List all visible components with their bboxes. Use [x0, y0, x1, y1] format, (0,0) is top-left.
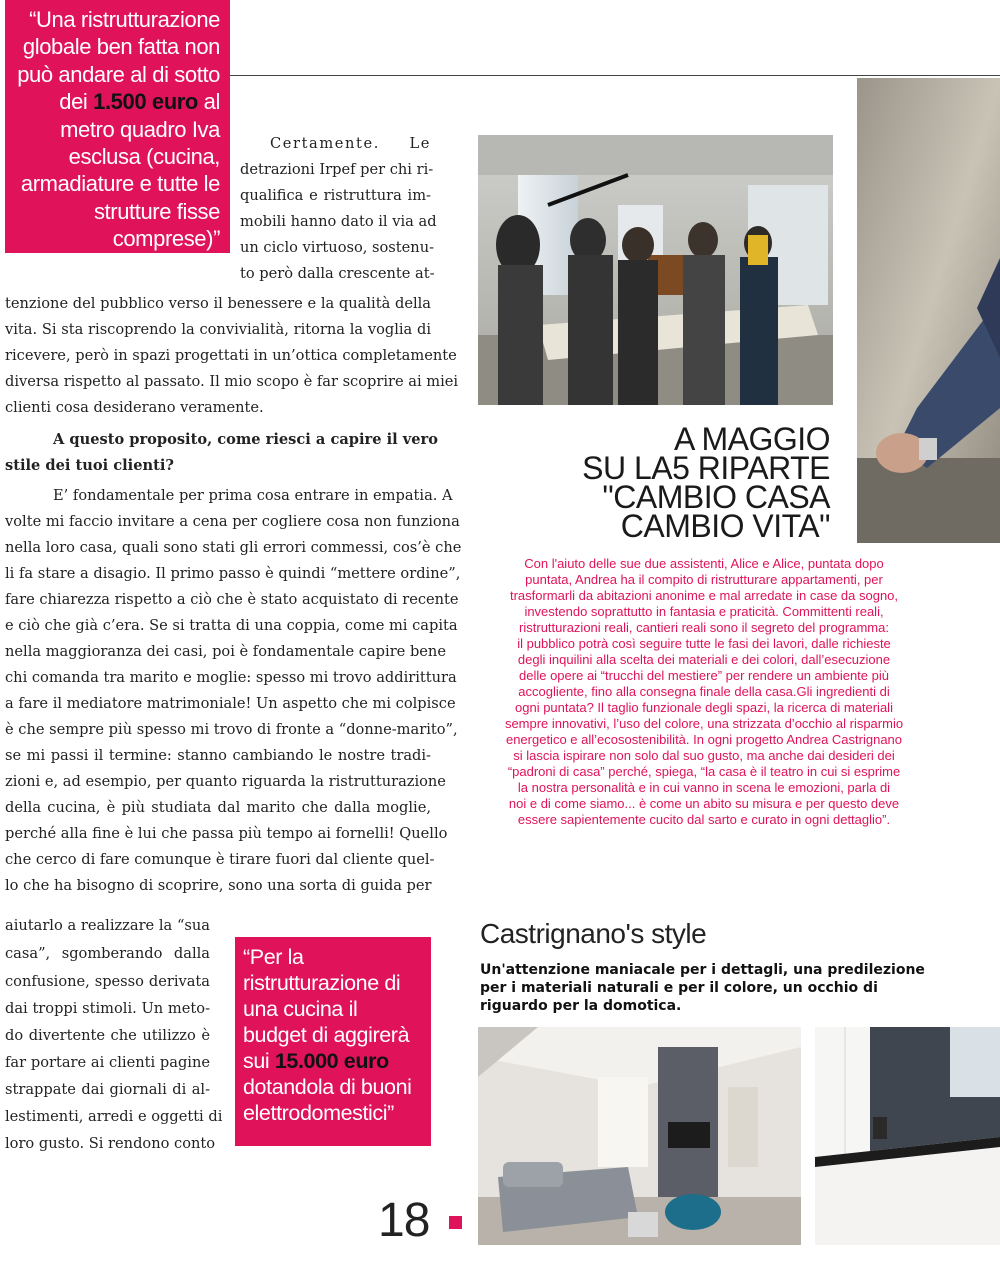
kitchen-photo [815, 1027, 1000, 1245]
body-line: zioni e, ad esempio, per quanto riguarda la ristrutturazione [5, 773, 446, 790]
body-line: della cucina, è più studiata dal marito che dalla moglie, [5, 799, 431, 816]
body-line: un ciclo virtuoso, sostenu- [240, 239, 435, 256]
body-line: chi comanda tra marito e moglie: spesso mi trovo addirittura [5, 669, 457, 686]
body-line: casa”, sgomberando dalla [5, 945, 210, 962]
body-line: è che sempre più spesso mi trovo di fronte a “donne-marito”, [5, 721, 458, 738]
question-line: stile dei tuoi clienti? [5, 457, 174, 474]
description-line: essere sapientemente cucito dal sarto e curato in ogni dettaglio”. [517, 812, 891, 827]
pull-quote-2: “Per la ristrutturazione di una cucina il budget di aggirerà sui 15.000 euro dotandola di buoni elettrodomestici” [235, 937, 431, 1146]
body-line: nella maggioranza dei casi, poi è fondamentale capire bene [5, 643, 446, 660]
description-line: ristrutturazioni reali, cantieri reali sono il segreto del programma: [519, 620, 889, 635]
body-line: to però dalla crescente at- [240, 265, 435, 282]
description-line: investendo soprattutto in fantasia e praticità. Committenti reali, [524, 604, 884, 619]
body-line: far portare ai clienti pagine [5, 1054, 210, 1071]
body-line: mobili hanno dato il via ad [240, 213, 437, 230]
subtitle-line: riguardo per la domotica. [480, 998, 682, 1014]
pull-quote-2-highlight: 15.000 euro [274, 1049, 389, 1073]
headline-line: "CAMBIO CASA [602, 479, 830, 515]
body-line: lo che ha bisogno di scoprire, sono una sorta di guida per [5, 877, 432, 894]
description-line: accogliente, fino alla consegna finale della casa.Gli ingredienti di [518, 684, 890, 699]
description-line: sempre innovativi, l’uso del colore, una strizzata d’occhio al risparmio [504, 716, 904, 731]
subtitle-line: per i materiali naturali e per il colore, un occhio di [480, 980, 878, 996]
description-line: degli inquilini alla scelta dei materiali e dei colori, dall’esecuzione [517, 652, 891, 667]
description-line: la nostra personalità e in cui vanno in scena le emozioni, parla di [517, 780, 891, 795]
body-line: nella loro casa, quali sono stati gli errori commessi, cos’è che [5, 539, 462, 556]
page-number: 18 [378, 1194, 430, 1247]
description-line: puntata, Andrea ha il compito di ristrutturare appartamenti, per [525, 572, 883, 587]
body-line: e ciò che già c’era. Se si tratta di una coppia, come mi capita [5, 617, 458, 634]
body-line: se mi passi il termine: stanno cambiando le nostre tradi- [5, 747, 431, 764]
pull-quote-1: “Una ristrutturazione globale ben fatta non può andare al di sotto dei 1.500 euro al metro quadro Iva esclusa (cucina, armadiature e tutte le strutture fisse comprese)” [5, 0, 230, 253]
subtitle-line: Un'attenzione maniacale per i dettagli, una predilezione [480, 962, 925, 978]
description-line: si lascia ispirare non solo dal suo gusto, ma anche dai desideri dei [513, 748, 895, 763]
body-line: perché alla fine è lui che passa più tempo ai fornelli! Quello [5, 825, 448, 842]
headline-line: CAMBIO VITA" [620, 508, 830, 544]
body-line: dai troppi stimoli. Un meto- [5, 1000, 210, 1017]
top-rule [212, 75, 1000, 76]
pull-quote-1-highlight: 1.500 euro [93, 89, 198, 115]
headline-line: SU LA5 RIPARTE [582, 450, 830, 486]
style-section-title: Castrignano's style [480, 918, 707, 949]
description-line: delle opere ai “trucchi del mestiere” per rendere un ambiente più [519, 668, 889, 683]
body-line: lestimenti, arredi e oggetti di [5, 1108, 223, 1125]
description-line: energetico e all’ecosostenibilità. In ogni progetto Andrea Castrignano [505, 732, 903, 747]
body-line: confusione, spesso derivata [5, 973, 210, 990]
body-line: loro gusto. Si rendono conto [5, 1135, 216, 1152]
style-section-subtitle [480, 961, 980, 1015]
tv-show-description [478, 556, 930, 828]
living-room-photo [478, 1027, 801, 1245]
body-line: E’ fondamentale per prima cosa entrare in empatia. A [53, 487, 453, 504]
body-line: volte mi faccio invitare a cena per cogliere cosa non funziona [5, 513, 460, 530]
description-line: Con l'aiuto delle sue due assistenti, Alice e Alice, puntata dopo [524, 556, 884, 571]
body-line: qualifica e ristruttura im- [240, 187, 431, 204]
body-line: a fare il mediatore matrimoniale! Un aspetto che mi colpisce [5, 695, 456, 712]
description-line: trasformarli da abitazioni anonime e mal arredate in case da sogno, [509, 588, 899, 603]
tv-crew-photo [478, 135, 833, 405]
description-line: “padroni di casa” perché, spiega, “la casa è il teatro in cui si esprime [507, 764, 901, 779]
body-line: diversa rispetto al passato. Il mio scopo è far scoprire ai miei [5, 373, 459, 390]
body-line: tenzione del pubblico verso il benessere e la qualità della [5, 295, 431, 312]
body-line: li fa stare a disagio. Il primo passo è quindi “mettere ordine”, [5, 565, 461, 582]
portrait-photo [857, 78, 1000, 543]
question-line: A questo proposito, come riesci a capire il vero [53, 431, 438, 448]
body-line: Certamente. Le [270, 135, 431, 152]
body-line: che cerco di fare comunque è tirare fuori dal cliente quel- [5, 851, 435, 868]
description-line: ogni puntata? Il taglio funzionale degli spazi, la ricerca di materiali [515, 700, 893, 715]
description-line: noi e di come siamo... è come un abito su misura e per questo deve [508, 796, 900, 811]
body-line: fare chiarezza rispetto a ciò che è stato acquistato di recente [5, 591, 459, 608]
headline-line: A MAGGIO [673, 421, 830, 457]
headline [540, 421, 830, 544]
body-line: aiutarlo a realizzare la “sua [5, 917, 210, 934]
body-line: strappate dai giornali di al- [5, 1081, 210, 1098]
body-line: detrazioni Irpef per chi ri- [240, 161, 434, 178]
body-line: do divertente che utilizzo è [5, 1027, 210, 1044]
page-marker-square [449, 1216, 462, 1229]
body-line: vita. Si sta riscoprendo la convivialità, ritorna la voglia di [5, 321, 431, 338]
description-line: il pubblico potrà così seguire tutte le fasi dei lavori, dalle richieste [517, 636, 891, 651]
body-line: ricevere, però in spazi progettati in un’ottica completamente [5, 347, 457, 364]
body-line: clienti cosa desiderano veramente. [5, 399, 264, 416]
